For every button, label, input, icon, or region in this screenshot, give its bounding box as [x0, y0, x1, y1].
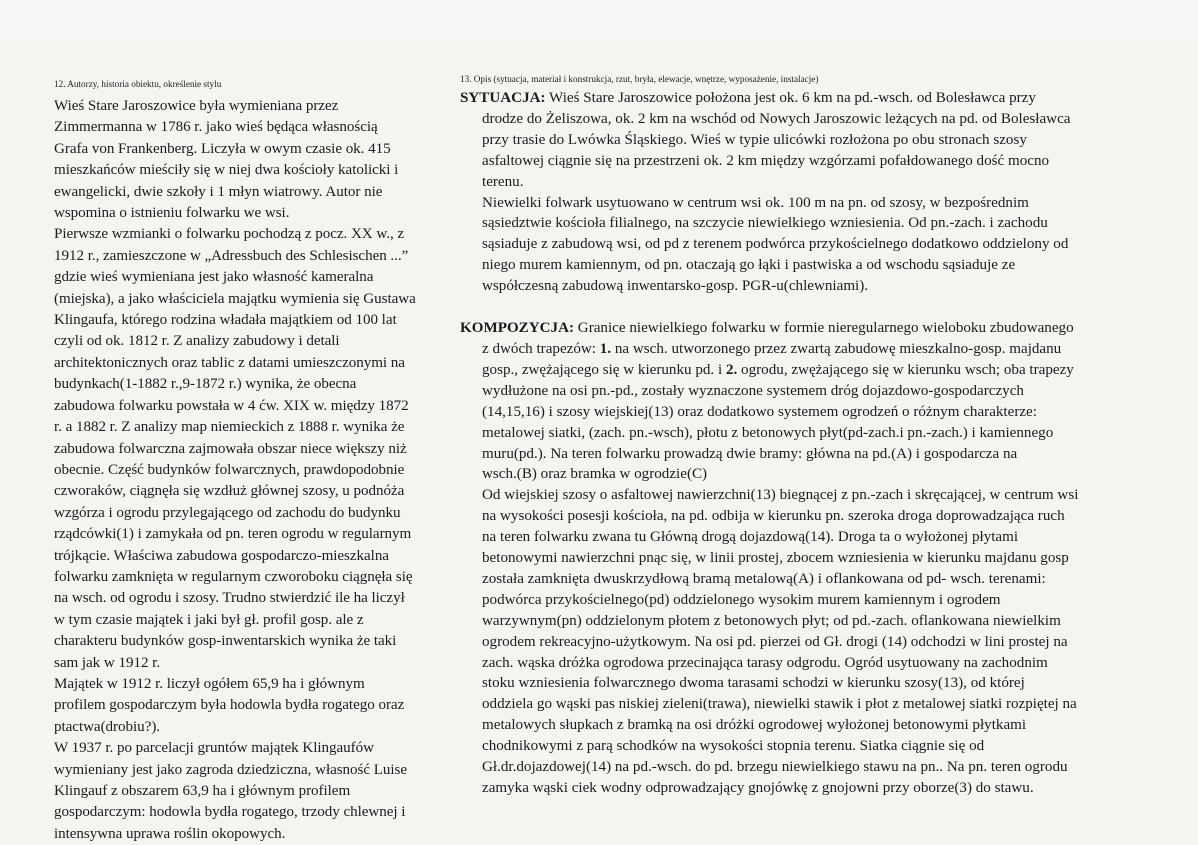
kompozycja-lines	[482, 381, 1138, 799]
text-line: czworaków, ciągnęła się wzdłuż głównej szosy, u podnóża	[54, 483, 405, 500]
kompozycja-line-2	[482, 339, 1138, 360]
sytuacja-first-text: Wieś Stare Jaroszowice położona jest ok. 6 km na pd.-wsch. od Bolesławca przy	[545, 90, 1036, 106]
text-line: Grafa von Frankenberg. Liczyła w owym czasie ok. 415	[54, 140, 391, 157]
text-line: przy trasie do Lwówka Śląskiego. Wieś w typie ulicówki rozłożona po obu stronach szosy	[482, 131, 1027, 148]
field-13-caption: 13. Opis (sytuacja, materiał i konstrukcja, rzut, bryła, elewacje, wnętrze, wyposażenie, instalacje)	[460, 74, 819, 84]
sytuacja-first-line	[460, 88, 1138, 109]
text-line: wymieniany jest jako zagroda dziedziczna, własność Luise	[54, 761, 408, 778]
text-line: betonowymi nawierzchni pnąc się, w linii prostej, zbocem wzniesienia w kierunku majdanu gosp	[482, 550, 1069, 567]
text-line: metalowych słupkach z bramką na osi dróżki ogrodowej wyłożonej betonowymi płytkami	[482, 717, 1027, 734]
text-line: Od wiejskiej szosy o asfaltowej nawierzchni(13) biegnącej z pn.-zach i skręcającej, w centrum wsi	[482, 487, 1079, 504]
text-line: budynkach(1-1882 r.,9-1872 r.) wynika, że obecna	[54, 376, 357, 393]
kompozycja-first-line	[460, 318, 1138, 339]
sytuacja-heading: SYTUACJA:	[460, 90, 546, 106]
text-line: Pierwsze wzmianki o folwarku pochodzą z pocz. XX w., z	[54, 226, 405, 243]
text-line: metalowej siatki, (zach. pn.-wsch), płotu z betonowych płyt(pd-zach.i pn.-zach.) i kamiennego	[482, 424, 1054, 441]
text-line: ogrodem rekreacyjno-użytkowym. Na osi pd. pierzei od Gł. drogi (14) odchodzi w lini prostej na	[482, 633, 1068, 650]
text-line: mieszkańców mieściły się w niej dwa kościoły katolicki i	[54, 162, 399, 179]
text-line: ptactwa(drobiu?).	[54, 718, 161, 735]
text-line: wspomina o istnieniu folwarku we wsi.	[54, 205, 290, 222]
text-line: (miejska), a jako właściciela majątku wymienia się Gustawa	[54, 290, 416, 307]
kompozycja-line-3	[482, 360, 1138, 381]
text-line: ewangelicki, dwie szkoły i 1 młyn wiatrowy. Autor nie	[54, 183, 383, 200]
text-line: architektonicznych oraz tablic z datami umieszczonymi na	[54, 354, 405, 371]
text-line: charakteru budynków gosp-inwentarskich wynika że taki	[54, 633, 397, 650]
field-12-caption: 12. Autorzy, historia obiektu, określenie stylu	[54, 79, 222, 89]
text-line: zabudowa folwarczna zajmowała obszar niece większy niż	[54, 440, 407, 457]
text-line: wsch.(B) oraz bramka w ogrodzie(C)	[482, 466, 708, 483]
field-12-history	[54, 78, 452, 845]
text-line: terenu.	[482, 173, 524, 190]
text-line: obecnie. Część budynków folwarcznych, prawdopodobnie	[54, 461, 405, 478]
text-run: na wsch. utworzonego przez zwartą zabudowę mieszkalno-gosp. majdanu	[611, 340, 1062, 357]
text-line: Klingauf z obszarem 63,9 ha i głównym profilem	[54, 783, 351, 799]
text-line: W 1937 r. po parcelacji gruntów majątek Klingaufów	[54, 740, 374, 757]
text-line: gospodarczym: hodowla bydła rogatego, trzody chlewnej i	[54, 804, 406, 821]
text-line: drodze do Żeliszowa, ok. 2 km na wschód od Nowych Jaroszowic leżących na pd. od Bolesławca	[482, 110, 1071, 127]
history-text	[54, 96, 452, 845]
text-line: Klingaufa, którego rodzina władała majątkiem od 100 lat	[54, 312, 397, 329]
text-run: ogrodu, zwężającego się w kierunku wsch; oba trapezy	[737, 361, 1074, 378]
text-line: Niewielki folwark usytuowano w centrum wsi ok. 100 m na pn. od szosy, w bezpośrednim	[482, 194, 1029, 211]
text-line: folwarku zamknięta w regularnym czworoboku ciągnęła się	[54, 568, 413, 585]
text-line: sąsiedztwie kościoła filialnego, na szczycie niewielkiego wzniesienia. Od pn.-zach. i zachodu	[482, 215, 1048, 232]
text-line: podwórca przykościelnego(pd) oddzielonego wysokim murem kamiennym i ogrodem	[482, 591, 1001, 608]
field-13-description	[460, 73, 1138, 799]
text-line: zabudowa folwarku powstała w 4 ćw. XIX w. między 1872	[54, 397, 409, 414]
enum-marker-1: 1.	[599, 340, 612, 357]
text-line: sam jak w 1912 r.	[54, 654, 161, 671]
text-line: rządcówki(1) i zamykała od pn. teren ogrodu w regularnym	[54, 526, 412, 543]
text-line: Majątek w 1912 r. liczył ogółem 65,9 ha i głównym	[54, 675, 365, 692]
text-line: trójkącie. Właściwa zabudowa gospodarczo-mieszkalna	[54, 547, 389, 564]
text-line: została zamknięta dwuskrzydłową bramą metalową(A) i oflankowana od pd- wsch. terenami:	[482, 570, 1046, 587]
text-run: gosp., zwężającego się w kierunku pd. i	[482, 361, 726, 378]
text-line: intensywna uprawa roślin okopowych.	[54, 825, 286, 842]
text-line: Wieś Stare Jaroszowice była wymieniana przez	[54, 98, 339, 114]
page-top-margin	[0, 0, 1198, 40]
description-text	[460, 88, 1138, 799]
text-line: sąsiaduje z zabudową wsi, od pd z terenem podwórca przykościelnego dodatkowo oddzielony od	[482, 236, 1069, 253]
text-line: 1912 r., zamieszczone w „Adressbuch des Schlesischen ...”	[54, 247, 409, 264]
text-line: gdzie wieś wymieniana jest jako własność kameralna	[54, 269, 374, 286]
kompozycja-paragraph	[460, 339, 1138, 799]
section-gap	[460, 297, 1138, 318]
text-line: r. a 1882 r. Z analizy map niemieckich z 1888 r. wynika że	[54, 419, 405, 436]
sytuacja-paragraph	[460, 109, 1138, 297]
text-line: oddziela go wąski pas niskiej zieleni(trawa), niewielki stawik i płot z metalowej siatki rozpiętej na	[482, 696, 1077, 713]
kompozycja-heading: KOMPOZYCJA:	[460, 320, 575, 337]
kompozycja-first-text: Granice niewielkiego folwarku w formie nieregularnego wieloboku zbudowanego	[574, 320, 1074, 337]
text-line: wydłużone na osi pn.-pd., zostały wyznaczone systemem dróg dojazdowo-gospodarczych	[482, 382, 1024, 399]
text-line: chodnikowymi z parą schodków na wysokości stopnia terenu. Siatka ciągnie się od	[482, 738, 985, 755]
text-line: stoku wzniesienia folwarcznego dwoma tarasami schodzi w kierunku szosy(13), od której	[482, 675, 1025, 692]
text-line: zamyka wąski ciek wodny odprowadzający gnojówkę z gnojowni przy oborze(3) do stawu.	[482, 780, 1034, 796]
text-line: profilem gospodarczym była hodowla bydła rogatego oraz	[54, 697, 405, 714]
text-line: niego murem kamiennym, od pn. otaczają go łąki i pastwiska a od wschodu sąsiaduje ze	[482, 257, 1016, 274]
text-line: Gł.dr.dojazdowej(14) na pd.-wsch. do pd. brzegu niewielkiego stawu na pn.. Na pn. teren ogrodu	[482, 759, 1068, 776]
text-line: na teren folwarku zwana tu Główną drogą dojazdową(14). Droga ta o wyłożonej płytami	[482, 529, 1019, 546]
text-line: Zimmermanna w 1786 r. jako wieś będąca własnością	[54, 119, 378, 136]
text-line: wzgórza i ogrodu przylegającego od zachodu do budynku	[54, 504, 401, 521]
text-line: muru(pd.). Na teren folwarku prowadzą dwie bramy: główna na pd.(A) i gospodarcza na	[482, 445, 1018, 462]
text-run: z dwóch trapezów:	[482, 340, 600, 357]
text-line: na wysokości posesji kościoła, na pd. odbija w kierunku pn. szeroka droga doprowadzająca ruch	[482, 508, 1065, 525]
text-line: w tym czasie majątek i jaki był gł. profil gosp. ale z	[54, 611, 364, 628]
enum-marker-2: 2.	[725, 361, 738, 378]
text-line: na wsch. od ogrodu i szosy. Trudno stwierdzić ile ha liczył	[54, 590, 405, 607]
text-line: (14,15,16) i szosy wiejskiej(13) oraz dodatkowo systemem ogrodzeń o różnym charakterze:	[482, 403, 1037, 420]
text-line: czyli od ok. 1812 r. Z analizy zabudowy i detali	[54, 333, 340, 350]
text-line: warzywnym(pn) oddzielonym płotem z betonowych płyt; od pd.-zach. oflankowana niewielkim	[482, 612, 1061, 629]
text-line: współczesną zabudową inwentarsko-gosp. PGR-u(chlewniami).	[482, 278, 869, 295]
text-line: asfaltowej ciągnie się na przestrzeni ok. 2 km między wzgórzami pofałdowanego dość mocno	[482, 152, 1050, 169]
text-line: zach. wąska dróżka ogrodowa przecinająca tarasy odgrodu. Ogród usytuowany na zachodnim	[482, 654, 1048, 671]
